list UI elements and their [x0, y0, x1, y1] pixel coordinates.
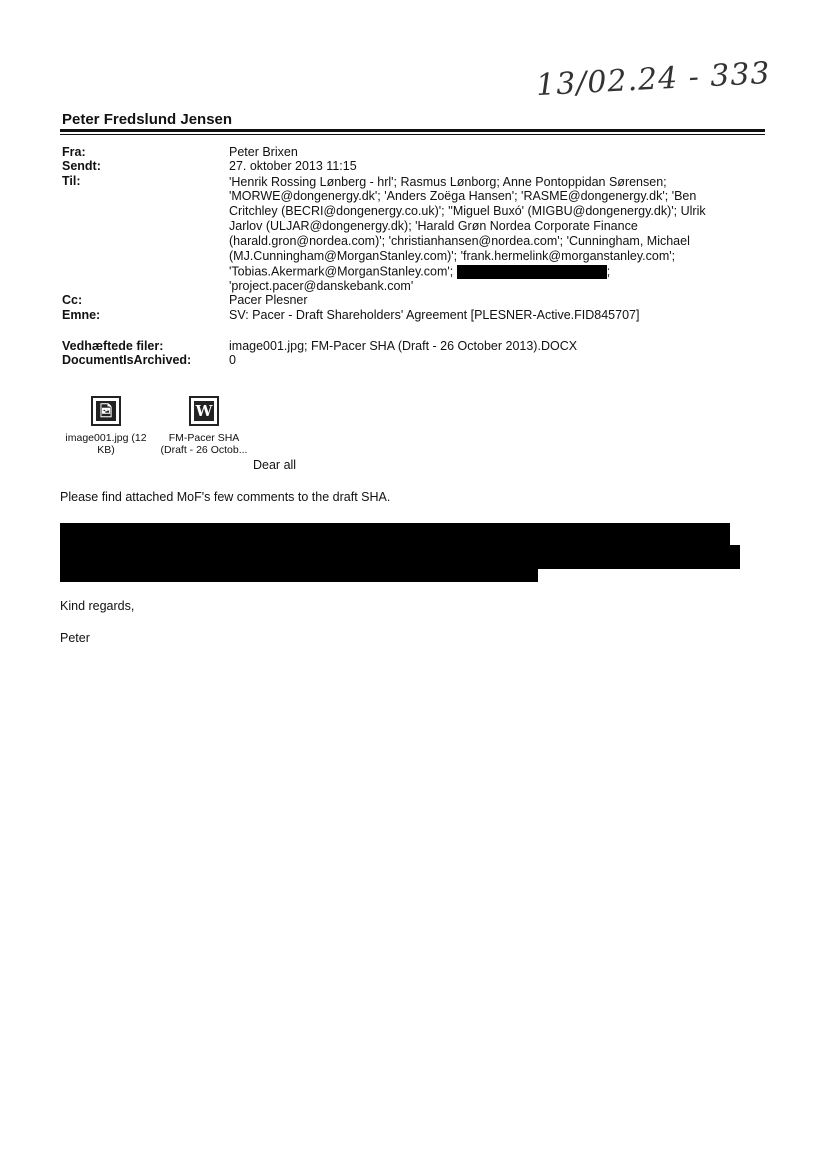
attachment-image001[interactable]: [58, 396, 154, 456]
to-line-8: 'project.pacer@danskebank.com': [229, 279, 414, 293]
to-line-7-text: 'Tobias.Akermark@MorganStanley.com';: [229, 264, 454, 279]
image-file-glyph: 🖻: [96, 401, 116, 421]
to-line-4: Jarlov (ULJAR@dongenergy.dk); 'Harald Grøn Nordea Corporate Finance: [229, 219, 638, 233]
to-line-7: [229, 265, 777, 279]
attachment-label-line1: image001.jpg (12: [65, 432, 147, 444]
attachment-label-line1: FM-Pacer SHA: [168, 432, 240, 444]
to-line-1: 'Henrik Rossing Lønberg - hrl'; Rasmus Lønborg; Anne Pontoppidan Sørensen;: [229, 175, 667, 189]
subject-value: SV: Pacer - Draft Shareholders' Agreement [PLESNER-Active.FID845707]: [229, 308, 640, 322]
closing: Kind regards,: [60, 599, 135, 613]
word-document-glyph: W: [195, 402, 213, 420]
to-line-5: (harald.gron@nordea.com)'; 'christianhansen@nordea.com'; 'Cunningham, Michael: [229, 234, 690, 248]
to-label: Til:: [62, 174, 81, 188]
redaction-bar: [457, 265, 607, 279]
subject-label: Emne:: [62, 308, 101, 322]
handwritten-journal-number: 13/02.24 - 333: [535, 55, 772, 104]
attachment-fm-pacer-sha[interactable]: [152, 396, 256, 456]
attachment-label-line2: KB): [97, 444, 115, 456]
body-line-1: Please find attached MoF's few comments to the draft SHA.: [60, 490, 391, 504]
to-line-6: (MJ.Cunningham@MorganStanley.com)'; 'frank.hermelink@morganstanley.com';: [229, 249, 676, 263]
redaction-block: [60, 566, 538, 582]
word-document-icon: [189, 396, 219, 426]
redaction-block: [60, 523, 730, 547]
to-line-2: 'MORWE@dongenergy.dk'; 'Anders Zoëga Hansen'; 'RASME@dongenergy.dk'; 'Ben: [229, 189, 697, 203]
greeting: Dear all: [253, 458, 297, 472]
attachment-label-line2: (Draft - 26 Octob...: [160, 444, 248, 456]
from-value: Peter Brixen: [229, 145, 298, 159]
attachments-label: Vedhæftede filer:: [62, 339, 164, 353]
header-rule-thick: [60, 129, 765, 132]
header-rule-thin: [60, 134, 765, 135]
cc-label: Cc:: [62, 293, 83, 307]
archived-value: 0: [229, 353, 236, 367]
attachments-value: image001.jpg; FM-Pacer SHA (Draft - 26 October 2013).DOCX: [229, 339, 578, 353]
mailbox-owner-name: Peter Fredslund Jensen: [62, 111, 233, 128]
archived-label: DocumentIsArchived:: [62, 353, 192, 367]
image-file-icon: [91, 396, 121, 426]
to-line-3: Critchley (BECRI@dongenergy.co.uk)'; ''Miguel Buxó' (MIGBU@dongenergy.dk)'; Ulrik: [229, 204, 706, 218]
signature: Peter: [60, 631, 90, 645]
sent-value: 27. oktober 2013 11:15: [229, 159, 357, 173]
to-line-7-suffix: ;: [606, 264, 611, 279]
from-label: Fra:: [62, 145, 86, 159]
sent-label: Sendt:: [62, 159, 101, 173]
cc-value: Pacer Plesner: [229, 293, 308, 307]
